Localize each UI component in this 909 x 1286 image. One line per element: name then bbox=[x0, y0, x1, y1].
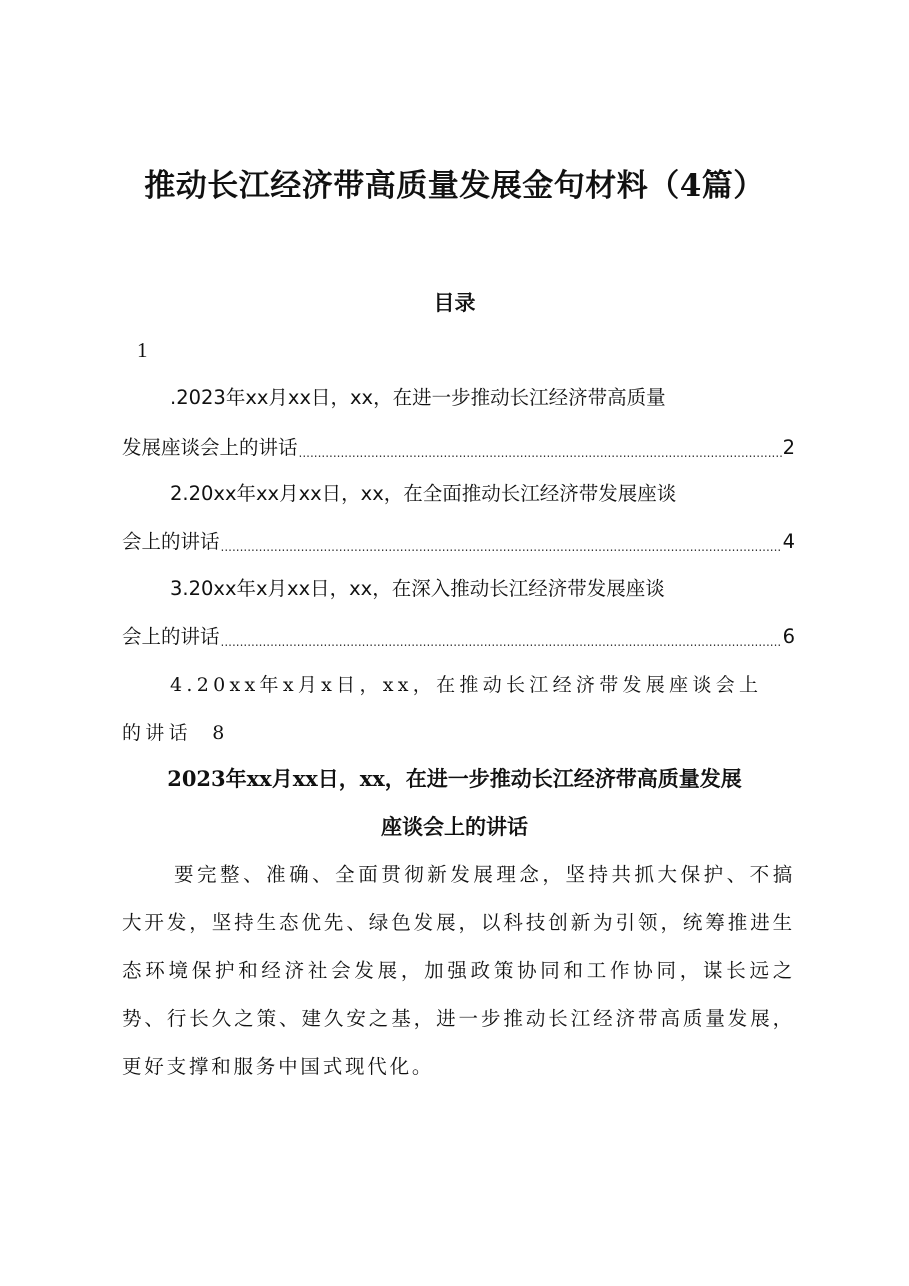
section-title-line1: 2023年xx月xx日，xx，在进一步推动长江经济带高质量发展 bbox=[167, 766, 742, 791]
toc-first-number: 1 bbox=[137, 338, 148, 362]
toc-entry-line1: 3.20xx年x月xx日，xx，在深入推动长江经济带发展座谈 bbox=[170, 577, 665, 600]
toc-entry-line2 bbox=[122, 526, 795, 554]
toc-page-number: 2 bbox=[782, 436, 795, 459]
document-title: 推动长江经济带高质量发展金句材料（4篇） bbox=[144, 168, 765, 204]
toc-leader-dots bbox=[299, 439, 782, 459]
toc-entry-line1: .2023年xx月xx日，xx，在进一步推动长江经济带高质量 bbox=[170, 386, 666, 409]
toc-page-number: 4 bbox=[782, 530, 795, 553]
toc-entry-text: 发展座谈会上的讲话 bbox=[122, 436, 298, 459]
toc-leader-dots bbox=[221, 628, 782, 648]
toc-entry-line2 bbox=[122, 432, 795, 460]
toc-entry-line2 bbox=[122, 718, 229, 745]
section-title-line2: 座谈会上的讲话 bbox=[381, 814, 528, 839]
toc-entry-text: 会上的讲话 bbox=[122, 625, 220, 648]
toc-heading: 目录 bbox=[433, 290, 476, 315]
body-paragraph: 要完整、准确、全面贯彻新发展理念，坚持共抓大保护、不搞大开发，坚持生态优先、绿色发展，以科技创新为引领，统筹推进生态环境保护和经济社会发展，加强政策协同和工作协同，谋长远之势、行长久之策、建久安之基，进一步推动长江经济带高质量发展，更好支撑和服务中国式现代化。 bbox=[122, 863, 795, 1078]
toc-page-number: 6 bbox=[782, 625, 795, 648]
toc-page-number: 8 bbox=[212, 722, 229, 744]
toc-entry-text: 的讲话 bbox=[122, 722, 192, 744]
toc-leader-dots bbox=[221, 533, 782, 553]
toc-entry-line2 bbox=[122, 621, 795, 649]
toc-entry-text: 会上的讲话 bbox=[122, 530, 220, 553]
toc-entry-line1: 4.20xx年x月x日，xx，在推动长江经济带发展座谈会上 bbox=[170, 674, 763, 696]
toc-entry-line1: 2.20xx年xx月xx日，xx，在全面推动长江经济带发展座谈 bbox=[170, 482, 677, 505]
